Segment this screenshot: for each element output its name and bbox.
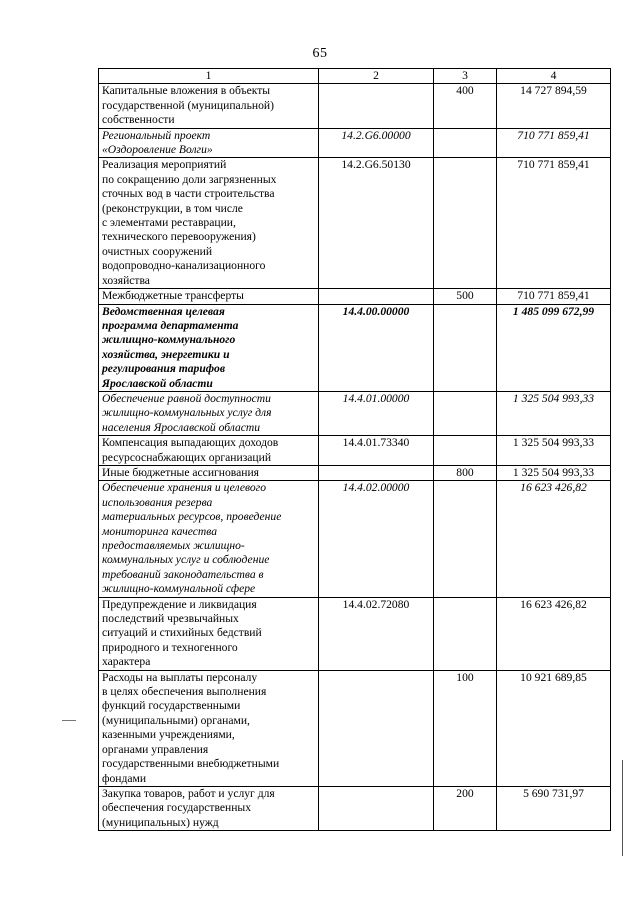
row-expense-type-cell [434,128,497,158]
table-row [99,84,611,128]
header-cell-3: 3 [434,69,497,84]
table-row [99,128,611,158]
row-expense-type-cell [434,597,497,670]
table-row [99,304,611,391]
row-amount-cell: 1 485 099 672,99 [497,304,611,391]
table-row [99,289,611,304]
row-code-cell: 14.4.02.72080 [319,597,434,670]
row-code-cell: 14.2.G6.50130 [319,158,434,289]
row-name-cell: Закупка товаров, работ и услуг для обеспечения государственных (муниципальных) нужд [99,786,319,830]
row-code-cell [319,465,434,480]
table-header-row [99,69,611,84]
row-expense-type-cell [434,391,497,435]
header-cell-1: 1 [99,69,319,84]
table-row [99,481,611,597]
row-expense-type-cell: 400 [434,84,497,128]
row-name-cell: Межбюджетные трансферты [99,289,319,304]
row-amount-cell: 710 771 859,41 [497,128,611,158]
row-amount-cell: 16 623 426,82 [497,597,611,670]
row-code-cell: 14.4.01.73340 [319,436,434,466]
row-amount-cell: 710 771 859,41 [497,158,611,289]
row-amount-cell: 10 921 689,85 [497,670,611,786]
row-expense-type-cell [434,481,497,597]
row-name-cell: Расходы на выплаты персоналу в целях обеспечения выполнения функций государственными (муниципальными) органами, казенными учреждениями, органами управления государственными внебюджетными фондами [99,670,319,786]
table-row [99,465,611,480]
row-name-cell: Капитальные вложения в объекты государственной (муниципальной) собственности [99,84,319,128]
row-code-cell: 14.4.00.00000 [319,304,434,391]
row-name-cell: Реализация мероприятий по сокращению доли загрязненных сточных вод в части строительства (реконструкции, в том числе с элементами реставрации, технического перевооружения) очистных сооружений водопроводно-канализационного хозяйства [99,158,319,289]
row-expense-type-cell: 100 [434,670,497,786]
table-row [99,597,611,670]
budget-table-body [99,69,611,831]
table-row [99,786,611,830]
row-expense-type-cell: 200 [434,786,497,830]
row-expense-type-cell: 800 [434,465,497,480]
row-code-cell [319,84,434,128]
table-row [99,391,611,435]
row-amount-cell: 14 727 894,59 [497,84,611,128]
row-code-cell: 14.4.02.00000 [319,481,434,597]
row-amount-cell: 1 325 504 993,33 [497,436,611,466]
row-name-cell: Региональный проект «Оздоровление Волги» [99,128,319,158]
row-expense-type-cell: 500 [434,289,497,304]
row-code-cell [319,786,434,830]
row-name-cell: Компенсация выпадающих доходов ресурсоснабжающих организаций [99,436,319,466]
row-name-cell: Иные бюджетные ассигнования [99,465,319,480]
row-code-cell: 14.4.01.00000 [319,391,434,435]
scan-margin-mark [62,720,76,721]
row-expense-type-cell [434,304,497,391]
table-row [99,670,611,786]
header-cell-4: 4 [497,69,611,84]
row-name-cell: Обеспечение хранения и целевого использования резерва материальных ресурсов, проведение мониторинга качества предоставляемых жилищно- коммунальных услуг и соблюдение требований законодательства в жилищно-коммунальной сфере [99,481,319,597]
page-number: 65 [312,46,328,61]
row-name-cell: Ведомственная целевая программа департамента жилищно-коммунального хозяйства, энергетики и регулирования тарифов Ярославской области [99,304,319,391]
row-amount-cell: 710 771 859,41 [497,289,611,304]
scan-edge-line [622,760,623,856]
row-expense-type-cell [434,158,497,289]
row-name-cell: Обеспечение равной доступности жилищно-коммунальных услуг для населения Ярославской области [99,391,319,435]
row-code-cell [319,670,434,786]
row-name-cell: Предупреждение и ликвидация последствий чрезвычайных ситуаций и стихийных бедствий природного и техногенного характера [99,597,319,670]
row-amount-cell: 5 690 731,97 [497,786,611,830]
table-row [99,436,611,466]
row-amount-cell: 16 623 426,82 [497,481,611,597]
table-row [99,158,611,289]
budget-table [98,68,611,831]
row-expense-type-cell [434,436,497,466]
row-amount-cell: 1 325 504 993,33 [497,391,611,435]
header-cell-2: 2 [319,69,434,84]
row-code-cell [319,289,434,304]
row-code-cell: 14.2.G6.00000 [319,128,434,158]
row-amount-cell: 1 325 504 993,33 [497,465,611,480]
